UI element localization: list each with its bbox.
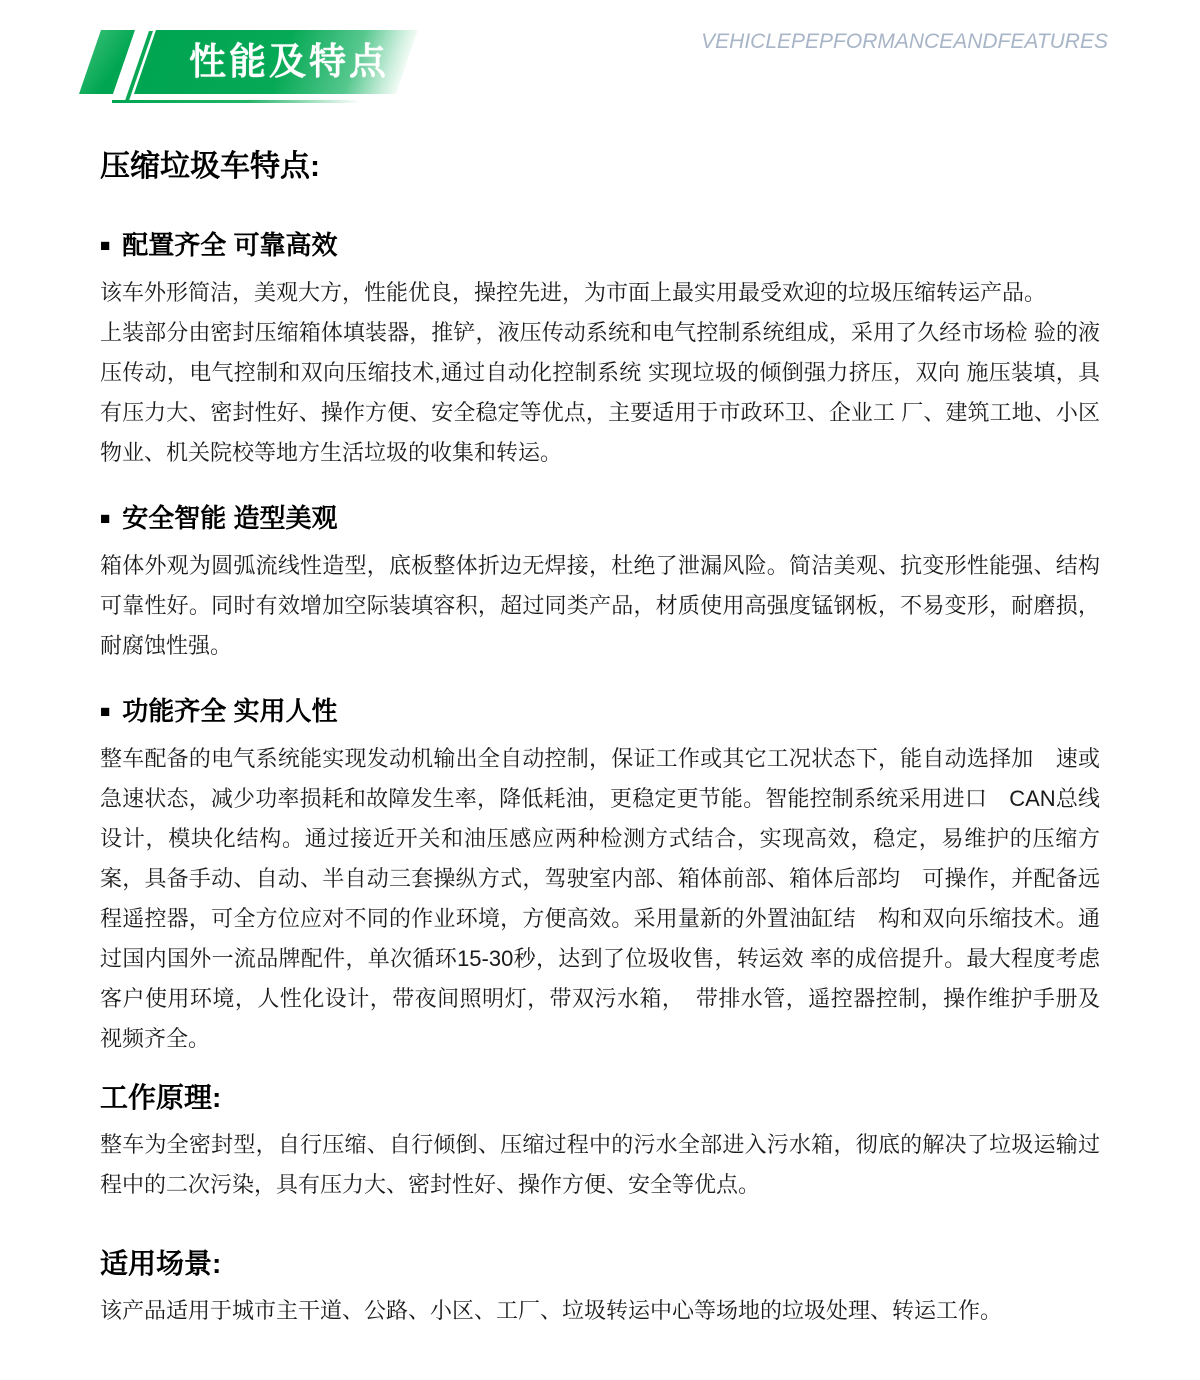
banner-accent-shape	[79, 30, 135, 94]
section-heading	[100, 696, 1100, 727]
square-bullet-icon: ■	[100, 509, 111, 528]
feature-section-1	[100, 230, 1100, 473]
info-section-paragraph: 该产品适用于城市主干道、公路、小区、工厂、垃圾转运中心等场地的垃圾处理、转运工作。	[100, 1298, 1003, 1323]
info-section-heading: 工作原理:	[100, 1082, 222, 1113]
page-header	[0, 0, 1200, 140]
feature-section-2	[100, 503, 1100, 666]
doc-title: 压缩垃圾车特点:	[100, 150, 320, 183]
section-heading	[100, 503, 1100, 534]
section-heading-label: 配置齐全 可靠高效	[122, 230, 338, 260]
info-section-paragraph: 整车为全密封型，自行压缩、自行倾倒、压缩过程中的污水全部进入污水箱，彻底的解决了垃圾运输过程中的二次污染，具有压力大、密封性好、操作方便、安全等优点。	[100, 1132, 1100, 1197]
banner-title: 性能及特点	[189, 41, 389, 82]
watermark-text: VEHICLEPEPFORMANCEANDFEATURES	[701, 30, 1108, 53]
section-paragraph: 整车配备的电气系统能实现发动机输出全自动控制，保证工作或其它工况状态下，能自动选择加 速或急速状态，减少功率损耗和故障发生率，降低耗油，更稳定更节能。智能控制系统采用进口 CAN总线设计，模块化结构。通过接近开关和油压感应两种检测方式结合，实现高效，稳定，易维护的压缩方案，具备手动、自动、半自动三套操纵方式，驾驶室内部、箱体前部、箱体后部均 可操作，并配备远程遥控器，可全方位应对不同的作业环境，方便高效。采用量新的外置油缸结 构和双向乐缩技术。通过国内国外一流品牌配件，单次循环15-30秒，达到了位圾收售，转运效 率的成倍提升。最大程度考虑客户使用环境，人性化设计，带夜间照明灯，带双污水箱， 带排水管，遥控器控制，操作维护手册及视频齐全。	[100, 746, 1100, 1051]
info-section-working-principle	[100, 1081, 1100, 1205]
banner-underline	[112, 100, 360, 103]
section-paragraph: 箱体外观为圆弧流线性造型，底板整体折边无焊接，杜绝了泄漏风险。简洁美观、抗变形性能强、结构可靠性好。同时有效增加空际装填容积，超过同类产品，材质使用高强度锰钢板，不易变形，耐磨损，耐腐蚀性强。	[100, 553, 1100, 658]
document-body	[100, 150, 1100, 1331]
section-heading-label: 功能齐全 实用人性	[122, 696, 338, 726]
feature-section-3	[100, 696, 1100, 1059]
section-paragraph: 上装部分由密封压缩箱体填装器，推铲，液压传动系统和电气控制系统组成，采用了久经市场检 验的液压传动，电气控制和双向压缩技术,通过自动化控制系统 实现垃圾的倾倒强力挤压，双向 施压装填，具有压力大、密封性好、操作方便、安全稳定等优点，主要适用于市政环卫、企业工 厂、建筑工地、小区物业、机关院校等地方生活垃圾的收集和转运。	[100, 320, 1100, 465]
info-section-heading: 适用场景:	[100, 1248, 222, 1279]
square-bullet-icon: ■	[100, 236, 111, 255]
section-paragraph: 该车外形简洁，美观大方，性能优良，操控先进，为市面上最实用最受欢迎的垃圾压缩转运产品。	[100, 280, 1047, 305]
section-heading-label: 安全智能 造型美观	[122, 503, 338, 533]
info-section-applicable-scenarios	[100, 1247, 1100, 1331]
section-heading	[100, 230, 1100, 261]
square-bullet-icon: ■	[100, 702, 111, 721]
